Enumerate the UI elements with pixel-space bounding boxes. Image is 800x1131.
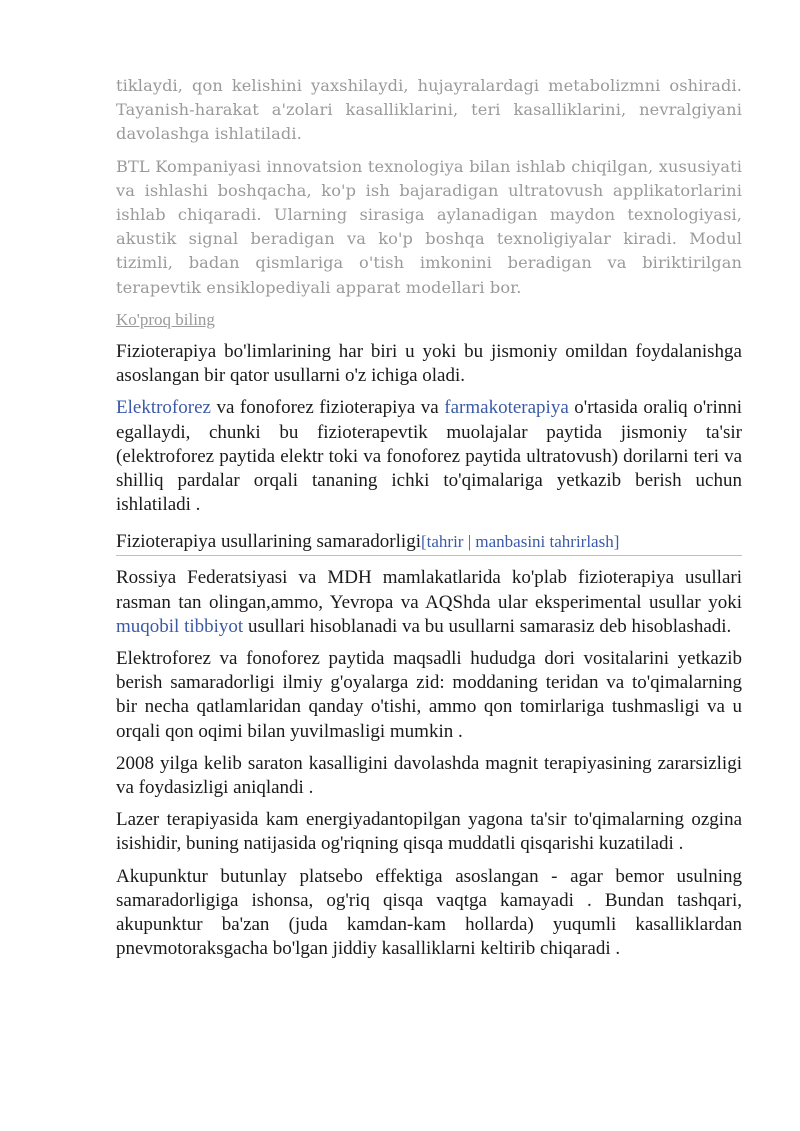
more-link[interactable]: Ko'proq biling bbox=[116, 309, 215, 329]
paragraph-delivery: Elektroforez va fonoforez paytida maqsadli hududga dori vositalarini yetkazib berish samaradorligi ilmiy g'oyalarga zid: moddaning teridan va to'qimalarning bir necha qatlamlaridan qanday o'tishi, ammo qon tomirlariga tushmasligi va u orqali qon oqimi bilan yuvilmasligi mumkin . bbox=[116, 648, 742, 742]
paragraph-faded-1: tiklaydi, qon kelishini yaxshilaydi, hujayralardagi metabolizmni oshiradi. Tayanish-harakat a'zolari kasalliklarini, teri kasalliklarini, nevralgiyani davolashga ishlatiladi. bbox=[116, 76, 742, 144]
heading-bracket-close: ] bbox=[613, 532, 620, 552]
edit-source-link[interactable]: manbasini tahrirlash bbox=[475, 532, 614, 552]
paragraph-laser: Lazer terapiyasida kam energiyadantopilgan yagona ta'sir to'qimalarning ozgina isishidir, buning natijasida og'riqning qisqa muddatli qisqarishi kuzatiladi . bbox=[116, 809, 742, 855]
paragraph-text: o'rtasida oraliq o'rinni egallaydi, chunki bu fizioterapevtik muolajalar paytida jismoniy ta'sir (elektroforez paytida elektr toki va fonoforez paytida ultratovush) dorilarni teri va shilliq pardalar orqali tananing ichki to'qimalariga yetkazib berish uchun ishlatiladi . bbox=[116, 397, 742, 516]
paragraph-magnet: 2008 yilga kelib saraton kasalligini davolashda magnit terapiyasining zararsizligi va foydasizligi aniqlandi . bbox=[116, 752, 742, 799]
paragraph-text: Rossiya Federatsiyasi va MDH mamlakatlarida ko'plab fizioterapiya usullari rasman tan olingan,ammo, Yevropa va AQShda ular eksperimental usullar yoki bbox=[116, 567, 742, 613]
paragraph-faded-2: BTL Kompaniyasi innovatsion texnologiya bilan ishlab chiqilgan, xususiyati va ishlashi boshqacha, ko'p ish bajaradigan ultratovush applikatorlarini ishlab chiqaradi. Ularning sirasiga aylanadigan maydon texnologiyasi, akustik signal beradigan va ko'p boshqa texnoligiyalar kiradi. Modul tizimli, badan qismlariga o'tish imkonini beradigan va biriktirilgan terapevtik ensiklopediyali apparat modellari bor. bbox=[116, 156, 742, 297]
farmakoterapiya-link[interactable]: farmakoterapiya bbox=[444, 397, 569, 419]
paragraph-electrophoresis bbox=[116, 396, 742, 517]
section-heading bbox=[116, 529, 742, 556]
elektroforez-link[interactable]: Elektroforez bbox=[116, 397, 211, 419]
heading-separator: | bbox=[463, 532, 476, 552]
edit-link[interactable]: tahrir bbox=[426, 532, 464, 552]
document-page bbox=[116, 74, 742, 970]
heading-title: Fizioterapiya usullarining samaradorligi bbox=[116, 531, 421, 553]
paragraph-russia bbox=[116, 566, 742, 639]
muqobil-tibbiyot-link[interactable]: muqobil tibbiyot bbox=[116, 615, 244, 637]
paragraph-intro: Fizioterapiya bo'limlarining har biri u yoki bu jismoniy omildan foydalanishga asoslangan bir qator usullarni o'z ichiga oladi. bbox=[116, 341, 742, 387]
heading-bracket-open: [ bbox=[420, 532, 427, 552]
paragraph-text: va fonoforez fizioterapiya va bbox=[210, 397, 445, 419]
paragraph-acupuncture: Akupunktur butunlay platsebo effektiga asoslangan - agar bemor usulning samaradorligiga ishonsa, og'riq qisqa vaqtga kamayadi . Bundan tashqari, akupunktur ba'zan (juda kamdan-kam hollarda) yuqumli kasalliklardan pnevmotoraksgacha bo'lgan jiddiy kasalliklarni keltirib chiqaradi . bbox=[116, 865, 742, 960]
paragraph-text: usullari hisoblanadi va bu usullarni samarasiz deb hisoblashadi. bbox=[243, 615, 732, 637]
